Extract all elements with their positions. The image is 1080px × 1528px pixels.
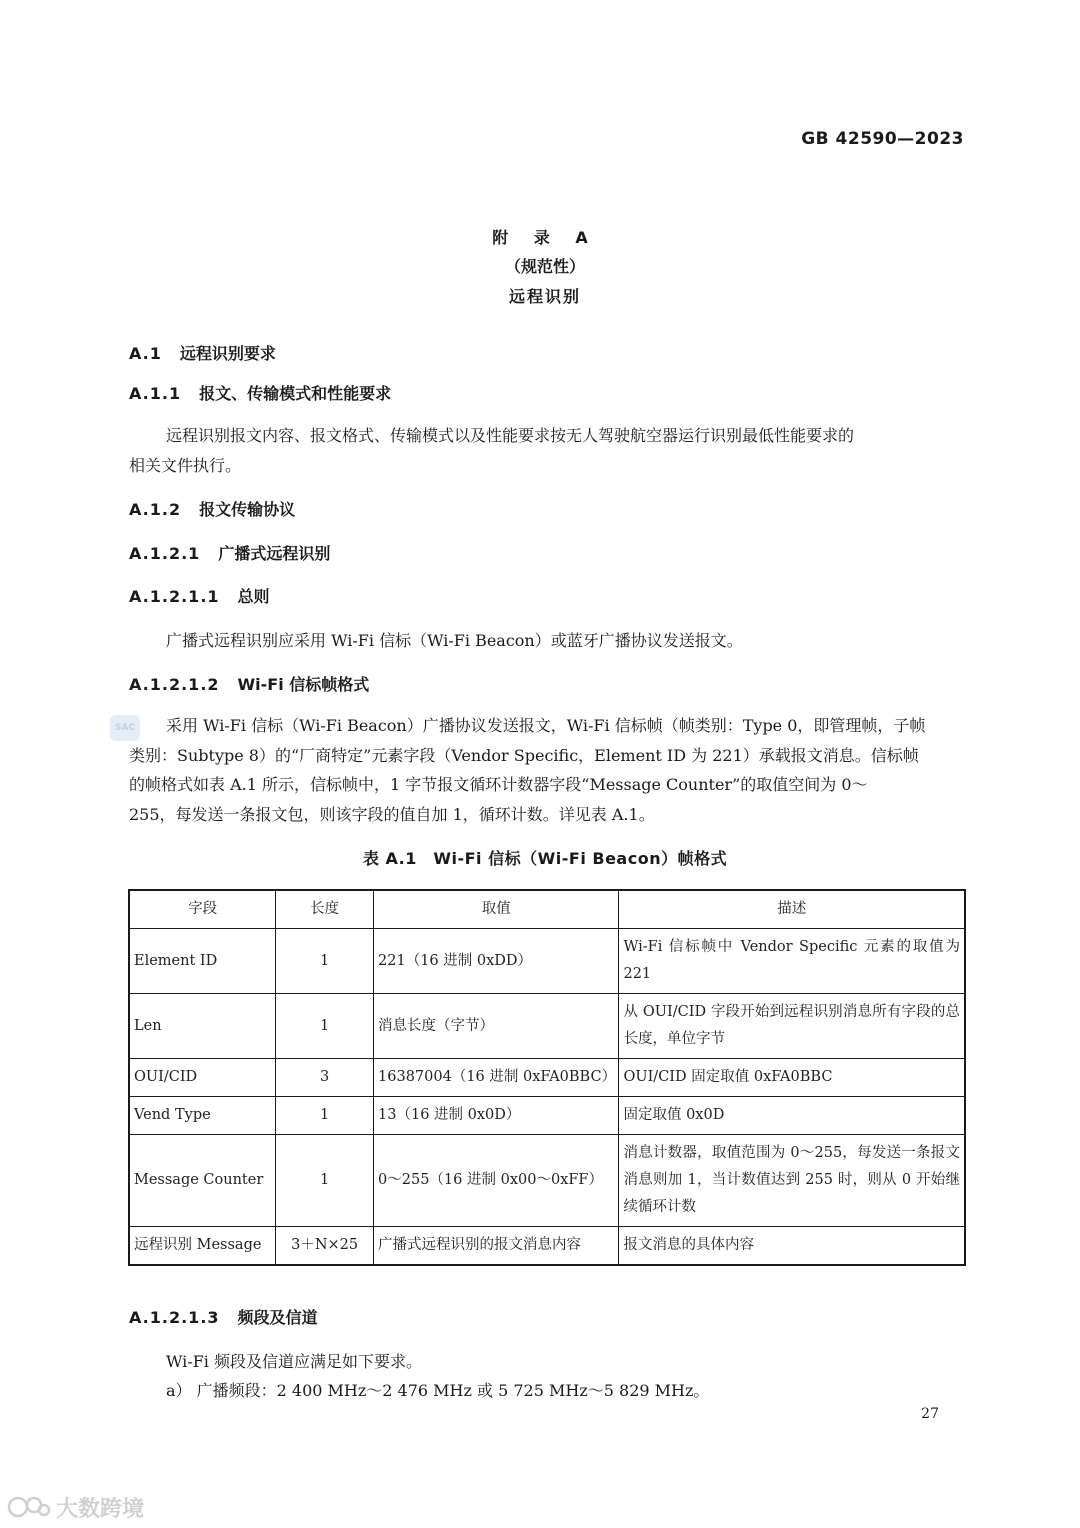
section-number: A.1.2.1 xyxy=(129,544,201,563)
table-cell: 221（16 进制 0xDD） xyxy=(374,929,619,994)
section-title: 远程识别要求 xyxy=(179,344,276,363)
table-cell: 广播式远程识别的报文消息内容 xyxy=(374,1227,619,1265)
table-row xyxy=(129,929,965,994)
table-cell: 0～255（16 进制 0x00～0xFF） xyxy=(374,1135,619,1227)
table-cell: OUI/CID xyxy=(129,1059,276,1097)
section-title: 广播式远程识别 xyxy=(218,544,331,563)
table-cell: OUI/CID 固定取值 0xFA0BBC xyxy=(619,1059,965,1097)
table-row xyxy=(129,1135,965,1227)
paragraph-line: 类别：Subtype 8）的“厂商特定”元素字段（Vendor Specific，Element ID 为 221）承载报文消息。信标帧 xyxy=(129,745,919,765)
section-title: Wi-Fi 信标帧格式 xyxy=(237,675,370,694)
section-heading-a11 xyxy=(129,381,391,404)
column-header: 描述 xyxy=(619,890,965,929)
paragraph-a1212 xyxy=(129,711,965,829)
frame-format-table xyxy=(128,889,966,1266)
section-number: A.1.2.1.2 xyxy=(129,675,220,694)
table-row xyxy=(129,1097,965,1135)
table-row xyxy=(129,994,965,1059)
paragraph-line: 相关文件执行。 xyxy=(129,455,242,475)
brand-watermark xyxy=(6,1490,144,1524)
section-heading-a1213 xyxy=(129,1305,318,1328)
brand-watermark-icon xyxy=(6,1494,52,1520)
section-number: A.1.2.1.1 xyxy=(129,587,220,606)
section-number: A.1.1 xyxy=(129,384,182,403)
section-heading-a12 xyxy=(129,497,295,520)
table-row xyxy=(129,1227,965,1265)
table-header-row xyxy=(129,890,965,929)
annex-name: 远程识别 xyxy=(508,287,581,306)
section-number: A.1.2 xyxy=(129,500,182,519)
standard-code: GB 42590—2023 xyxy=(801,129,964,149)
column-header: 长度 xyxy=(276,890,374,929)
section-title: 总则 xyxy=(237,587,270,606)
page-number: 27 xyxy=(921,1406,939,1422)
paragraph-line: 采用 Wi-Fi 信标（Wi-Fi Beacon）广播协议发送报文，Wi-Fi 信标帧（帧类别：Type 0，即管理帧，子帧 xyxy=(166,716,926,735)
table-cell: 远程识别 Message xyxy=(129,1227,276,1265)
paragraph-a1213: Wi-Fi 频段及信道应满足如下要求。 xyxy=(166,1352,422,1371)
section-title: 报文、传输模式和性能要求 xyxy=(199,384,392,403)
section-number: A.1.2.1.3 xyxy=(129,1308,220,1327)
paragraph-a1211: 广播式远程识别应采用 Wi-Fi 信标（Wi-Fi Beacon）或蓝牙广播协议发送报文。 xyxy=(166,631,743,650)
table-cell: 3＋N×25 xyxy=(276,1227,374,1265)
table-cell: 从 OUI/CID 字段开始到远程识别消息所有字段的总长度，单位字节 xyxy=(619,994,965,1059)
table-cell: 13（16 进制 0x0D） xyxy=(374,1097,619,1135)
table-cell: 固定取值 0x0D xyxy=(619,1097,965,1135)
sac-watermark-logo: SAC xyxy=(110,715,140,741)
column-header: 取值 xyxy=(374,890,619,929)
paragraph-line: 的帧格式如表 A.1 所示，信标帧中，1 字节报文循环计数器字段“Message Counter”的取值空间为 0～ xyxy=(129,775,868,794)
table-cell: Vend Type xyxy=(129,1097,276,1135)
table-cell: 1 xyxy=(276,994,374,1059)
section-heading-a1211 xyxy=(129,584,270,607)
annex-type: （规范性） xyxy=(504,257,585,276)
paragraph-line: 远程识别报文内容、报文格式、传输模式以及性能要求按无人驾驶航空器运行识别最低性能要求的 xyxy=(166,426,855,445)
table-cell: 消息计数器，取值范围为 0～255，每发送一条报文消息则加 1，当计数值达到 255 时，则从 0 开始继续循环计数 xyxy=(619,1135,965,1227)
table-cell: 16387004（16 进制 0xFA0BBC） xyxy=(374,1059,619,1097)
table-cell: Wi-Fi 信标帧中 Vendor Specific 元素的取值为 221 xyxy=(619,929,965,994)
section-number: A.1 xyxy=(129,344,162,363)
column-header: 字段 xyxy=(129,890,276,929)
table-caption: 表 A.1 Wi-Fi 信标（Wi-Fi Beacon）帧格式 xyxy=(362,849,728,868)
section-heading-a121 xyxy=(129,541,330,564)
table-cell: 1 xyxy=(276,929,374,994)
table-cell: 1 xyxy=(276,1097,374,1135)
table-cell: Element ID xyxy=(129,929,276,994)
section-title: 频段及信道 xyxy=(237,1308,318,1327)
section-heading-a1212 xyxy=(129,672,369,695)
table-cell: 报文消息的具体内容 xyxy=(619,1227,965,1265)
table-row xyxy=(129,1059,965,1097)
table-cell: 1 xyxy=(276,1135,374,1227)
section-heading-a1 xyxy=(129,341,276,364)
brand-watermark-text: 大数跨境 xyxy=(56,1496,145,1522)
paragraph-a11 xyxy=(129,421,965,480)
table-cell: Len xyxy=(129,994,276,1059)
list-item-a: a） 广播频段：2 400 MHz～2 476 MHz 或 5 725 MHz～5 829 MHz。 xyxy=(166,1381,710,1400)
table-cell: Message Counter xyxy=(129,1135,276,1227)
table-cell: 消息长度（字节） xyxy=(374,994,619,1059)
section-title: 报文传输协议 xyxy=(199,500,296,519)
table-cell: 3 xyxy=(276,1059,374,1097)
paragraph-line: 255，每发送一条报文包，则该字段的值自加 1，循环计数。详见表 A.1。 xyxy=(129,804,655,824)
annex-title: 附 录 A xyxy=(492,228,598,247)
